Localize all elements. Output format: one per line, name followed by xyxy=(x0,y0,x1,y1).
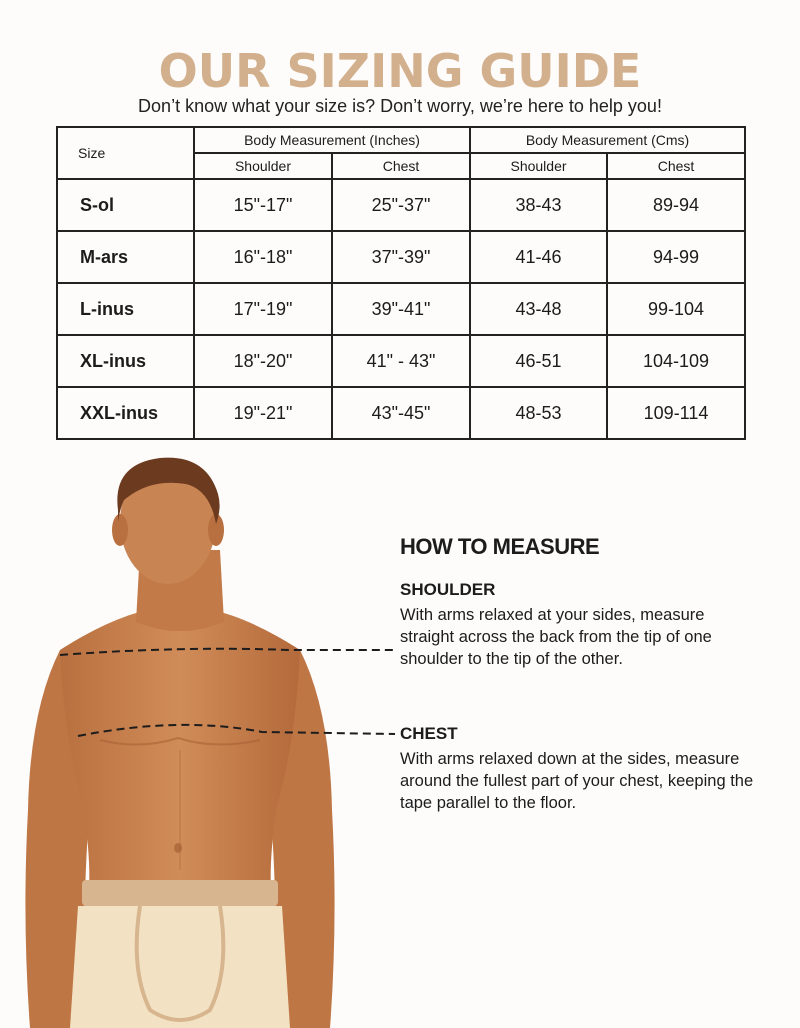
cms-chest-cell: 99-104 xyxy=(607,283,745,335)
inches-shoulder-cell: 19"-21" xyxy=(194,387,332,439)
cms-chest-cell: 89-94 xyxy=(607,179,745,231)
chest-title: CHEST xyxy=(400,724,458,743)
cms-shoulder-cell: 48-53 xyxy=(470,387,607,439)
size-cell: S-ol xyxy=(57,179,194,231)
page-title: OUR SIZING GUIDE xyxy=(158,44,642,98)
cms-chest-cell: 94-99 xyxy=(607,231,745,283)
size-cell: XXL-inus xyxy=(57,387,194,439)
inches-shoulder-cell: 17"-19" xyxy=(194,283,332,335)
shoulder-title: SHOULDER xyxy=(400,580,496,599)
table-row xyxy=(57,283,745,335)
cms-shoulder-header: Shoulder xyxy=(470,153,607,179)
table-row xyxy=(57,179,745,231)
inches-shoulder-header: Shoulder xyxy=(194,153,332,179)
inches-chest-header: Chest xyxy=(332,153,470,179)
cms-shoulder-cell: 43-48 xyxy=(470,283,607,335)
size-cell: M-ars xyxy=(57,231,194,283)
underwear-waistband xyxy=(82,880,278,906)
cms-shoulder-cell: 41-46 xyxy=(470,231,607,283)
cms-chest-cell: 104-109 xyxy=(607,335,745,387)
cms-shoulder-cell: 38-43 xyxy=(470,179,607,231)
inches-chest-cell: 41" - 43" xyxy=(332,335,470,387)
inches-shoulder-cell: 15"-17" xyxy=(194,179,332,231)
table-row xyxy=(57,387,745,439)
inches-chest-cell: 37"-39" xyxy=(332,231,470,283)
inches-chest-cell: 25"-37" xyxy=(332,179,470,231)
cms-shoulder-cell: 46-51 xyxy=(470,335,607,387)
page-subtitle: Don’t know what your size is? Don’t worry, we’re here to help you! xyxy=(138,96,662,116)
cms-group-header: Body Measurement (Cms) xyxy=(470,127,745,153)
underwear xyxy=(70,906,290,1028)
chest-text: With arms relaxed down at the sides, measure around the fullest part of your chest, keeping the tape parallel to the floor. xyxy=(400,750,754,812)
size-cell: L-inus xyxy=(57,283,194,335)
table-row xyxy=(57,335,745,387)
chest-instructions xyxy=(400,724,760,814)
size-column-header: Size xyxy=(57,127,194,179)
inches-chest-cell: 39"-41" xyxy=(332,283,470,335)
size-chart-table xyxy=(56,126,746,440)
table-row xyxy=(57,231,745,283)
inches-group-header: Body Measurement (Inches) xyxy=(194,127,470,153)
shoulder-instructions xyxy=(400,580,760,670)
inches-shoulder-cell: 16"-18" xyxy=(194,231,332,283)
shoulder-text: With arms relaxed at your sides, measure straight across the back from the tip of one shoulder to the tip of the other. xyxy=(400,606,712,668)
how-to-measure-title: HOW TO MEASURE xyxy=(400,534,600,559)
inches-chest-cell: 43"-45" xyxy=(332,387,470,439)
cms-chest-header: Chest xyxy=(607,153,745,179)
inches-shoulder-cell: 18"-20" xyxy=(194,335,332,387)
cms-chest-cell: 109-114 xyxy=(607,387,745,439)
size-cell: XL-inus xyxy=(57,335,194,387)
